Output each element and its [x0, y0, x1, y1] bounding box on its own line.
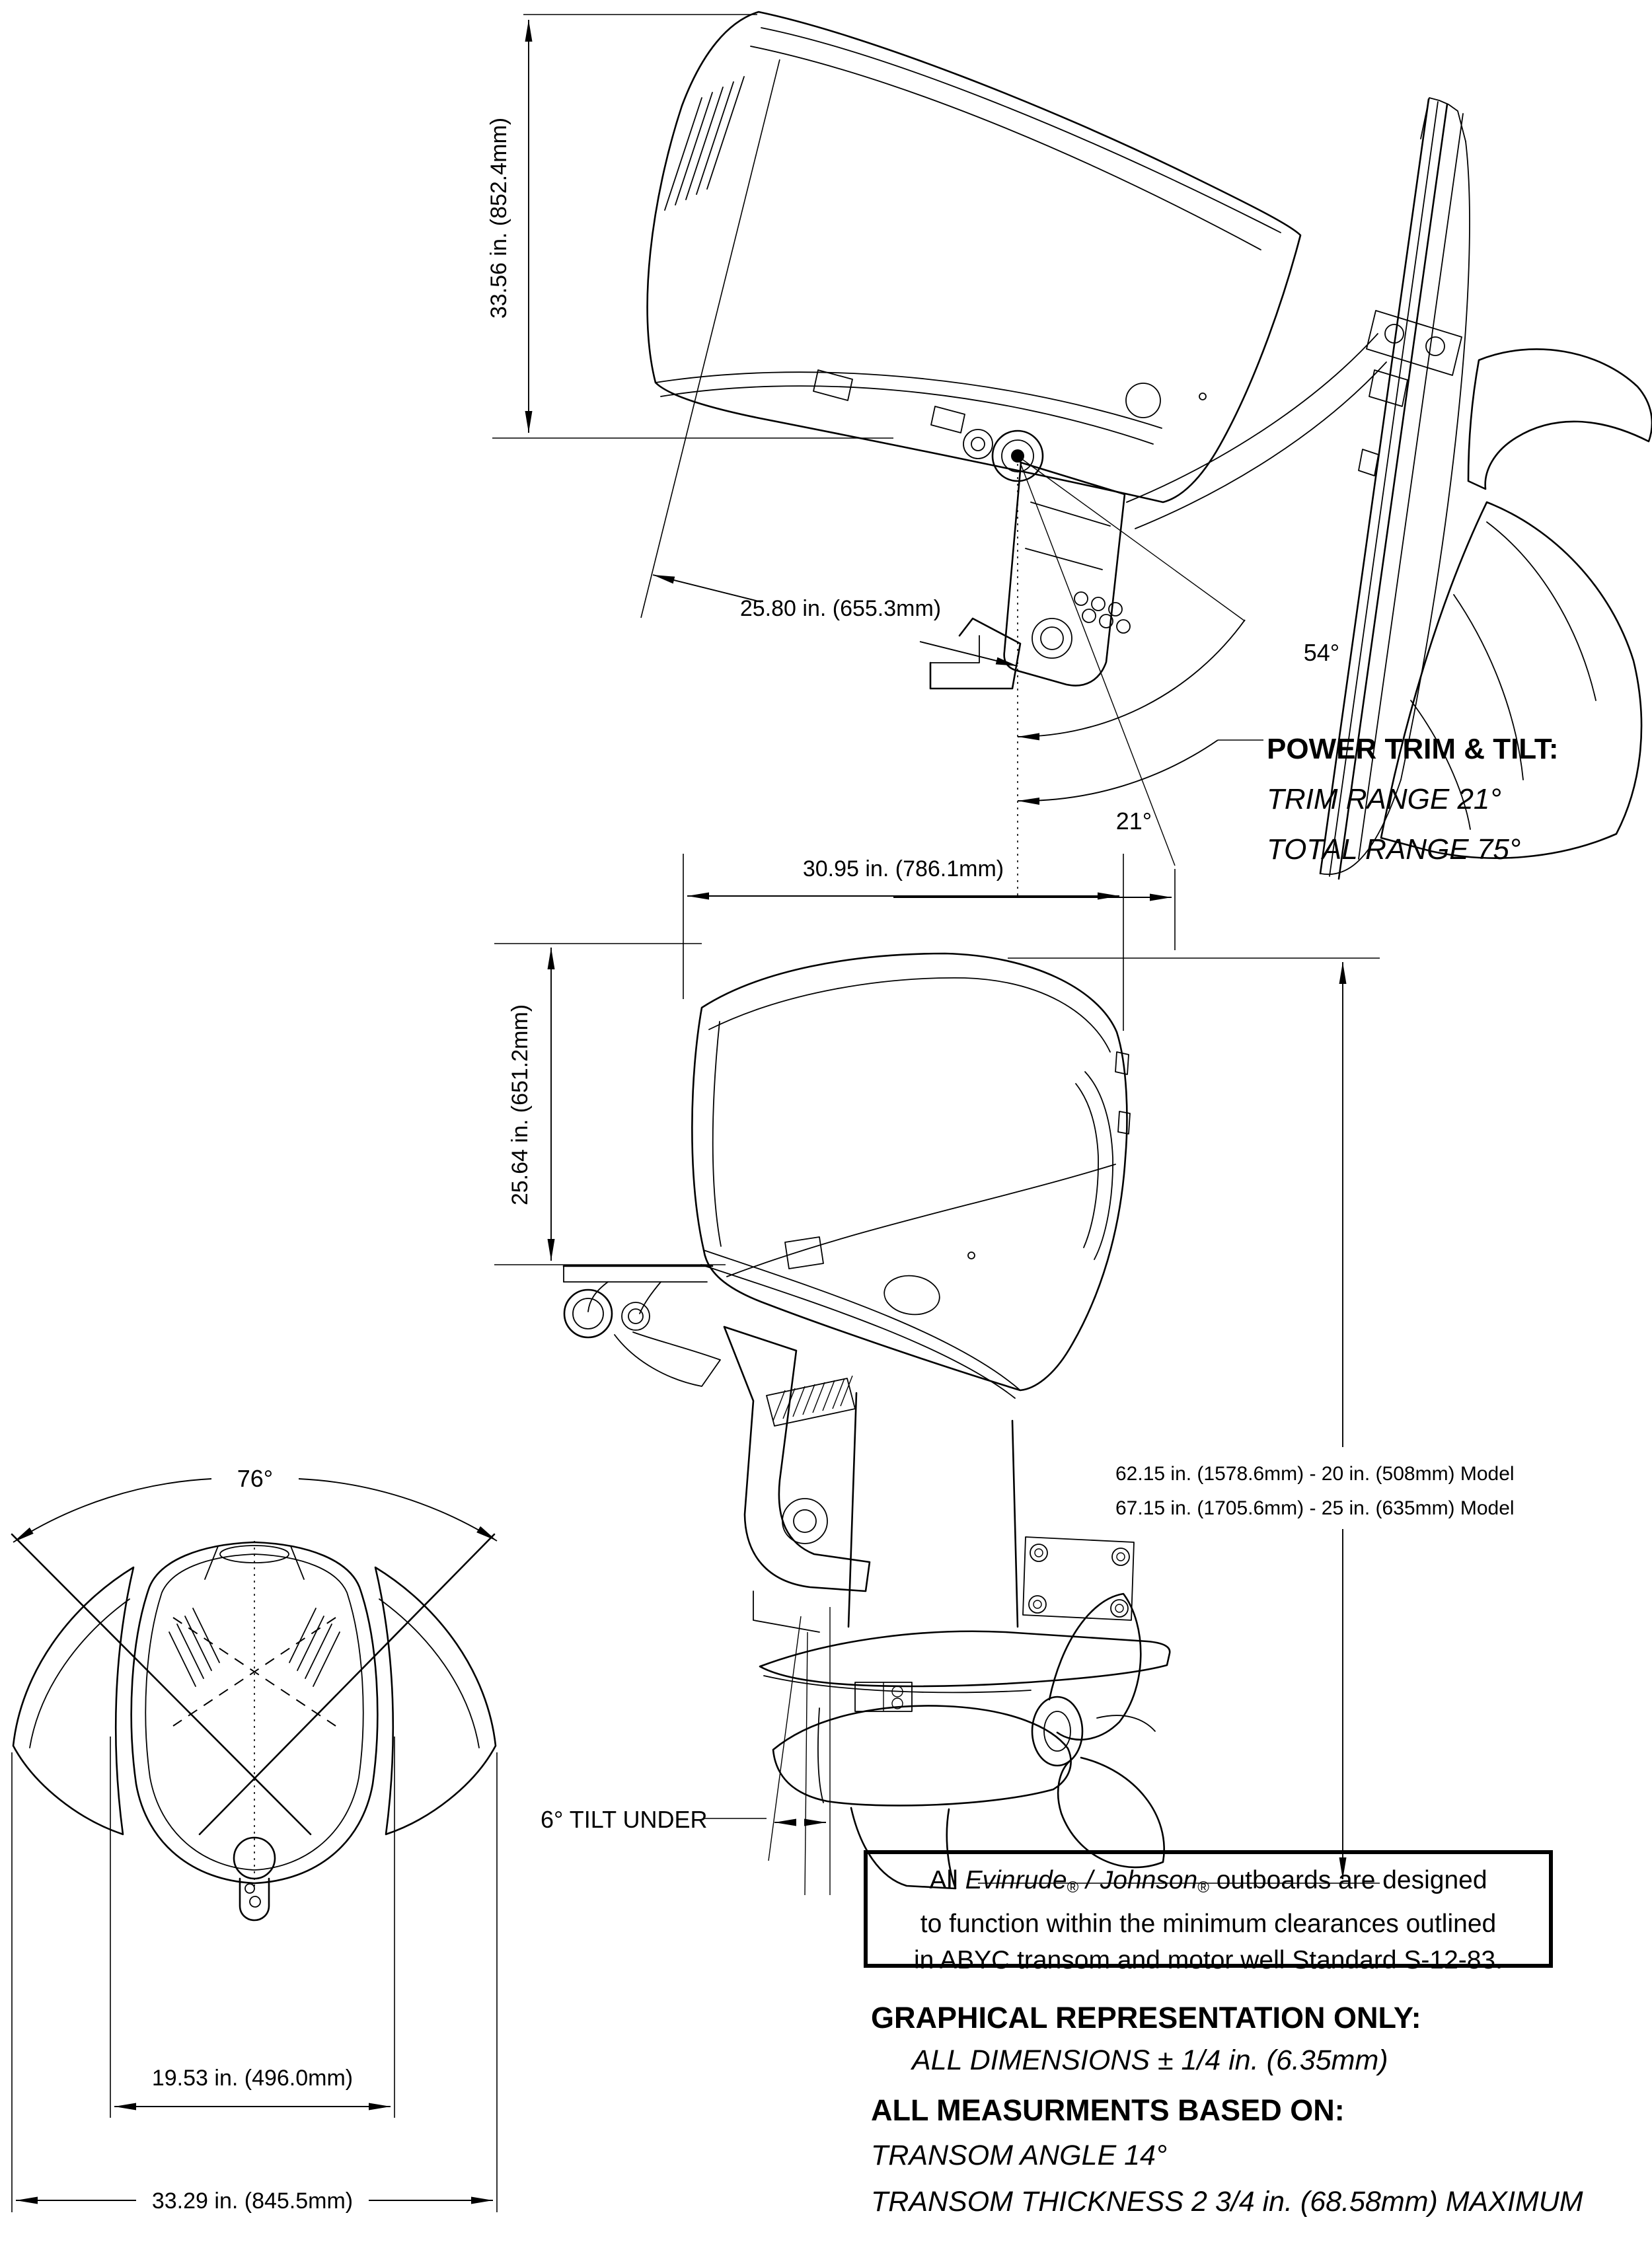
vent-slot [305, 1624, 332, 1678]
brand-johnson: Johnson [1100, 1866, 1198, 1894]
cowl-clip [1118, 1111, 1130, 1134]
hatch [813, 1382, 825, 1413]
mount-bolts [1029, 1544, 1129, 1617]
vent-slot [297, 1616, 324, 1670]
figure-side-view-art [564, 953, 1170, 1895]
arm-lower [615, 1332, 720, 1386]
steer-line-port [12, 1534, 311, 1834]
trim-angle-label: 21° [1115, 807, 1152, 835]
cowl-emblem-circle [1126, 383, 1160, 418]
midsection-rear [1012, 1421, 1018, 1627]
transom-thickness-note: TRANSOM THICKNESS 2 3/4 in. (68.58mm) MAXIMUM [871, 2186, 1583, 2218]
bracket-bolt [1032, 618, 1072, 658]
antiventilation-plate [760, 1631, 1170, 1686]
cowl-latch-detail [813, 370, 852, 400]
arm-link [640, 1282, 661, 1314]
arm [1135, 362, 1386, 529]
tab-hole [245, 1884, 254, 1893]
dim-width-label: 30.95 in. (786.1mm) [802, 856, 1004, 881]
bracket-line [1026, 548, 1102, 570]
bolt-inner [1115, 1604, 1123, 1612]
vent-slot [169, 1632, 196, 1686]
notice-line3: in ABYC transom and motor well Standard S-12-83. [914, 1946, 1503, 1974]
swing-wing-right [375, 1567, 496, 1834]
trim-range-text: TRIM RANGE 21° [1267, 783, 1501, 815]
cowl-top-band [761, 28, 1281, 233]
hatch [823, 1380, 835, 1411]
vent-slot [185, 1616, 211, 1670]
bolt [1111, 1600, 1128, 1617]
dim-cowl-label: 25.64 in. (651.2mm) [507, 1004, 533, 1206]
arm [1127, 334, 1378, 502]
bolt [1029, 1596, 1046, 1613]
cowl-top-band [709, 978, 1110, 1052]
cowl-vent-right-inner [1076, 1084, 1098, 1248]
midsection-front [848, 1393, 856, 1627]
tab-hole [250, 1896, 260, 1907]
cowl-top-band-2 [751, 46, 1261, 250]
steer-arc-right [299, 1479, 497, 1541]
dim-total-label-25: 67.15 in. (1705.6mm) - 25 in. (635mm) Model [1115, 1497, 1515, 1519]
pin [1109, 603, 1122, 616]
all-dimensions-note: ALL DIMENSIONS ± 1/4 in. (6.35mm) [912, 2044, 1388, 2076]
dim-depth-label: 25.80 in. (655.3mm) [739, 596, 942, 621]
reference-vertical-thin [805, 1632, 807, 1895]
trim-reference-line [1018, 456, 1175, 866]
cowl-wedge [291, 1546, 304, 1579]
tilt-reference-line [1018, 456, 1245, 621]
pin [1117, 620, 1130, 633]
bolt-inner [1035, 1549, 1043, 1557]
tilt-under-slant-line [769, 1616, 801, 1861]
brand-evinrude: Evinrude [965, 1866, 1067, 1894]
cowl-bottom-band-2 [701, 1265, 1015, 1398]
steer-arc-left [13, 1479, 211, 1542]
cowl-front-contour [713, 1022, 721, 1246]
motor-well-hull [1381, 349, 1652, 858]
tilt-tube-inner [573, 1298, 603, 1329]
hatch [793, 1386, 805, 1417]
hull-fin [1468, 349, 1652, 489]
steer-angle-label: 76° [237, 1465, 274, 1492]
tilt-angle-label: 54° [1303, 639, 1340, 666]
notice-line1 [929, 1866, 1487, 1894]
tilt-tube [564, 1290, 612, 1337]
cowl-seam-2 [661, 386, 1153, 444]
hatch [803, 1384, 815, 1415]
dim-inner-label: 19.53 in. (496.0mm) [151, 2066, 354, 2091]
cowl-vent-slots [665, 77, 744, 210]
steer-line-starboard [200, 1534, 494, 1834]
pin [1092, 597, 1105, 611]
power-trim-title: POWER TRIM & TILT: [1267, 733, 1559, 765]
figure-tilted-motor-dimensions [486, 15, 1559, 950]
clamp-bolt [1426, 337, 1445, 355]
grip-hatch [773, 1376, 852, 1421]
vent-slot [177, 1624, 204, 1678]
swing-wing-left-inner [30, 1599, 130, 1748]
cowl-seam [727, 1164, 1115, 1277]
total-range-text: TOTAL RANGE 75° [1267, 833, 1521, 866]
transom-back-curve [1401, 141, 1470, 780]
notice-line2: to function within the minimum clearances outlined [920, 1910, 1497, 1938]
notice-text: / [1078, 1866, 1100, 1894]
cowl-dot [968, 1252, 975, 1259]
tilt-pin [963, 430, 993, 459]
cowl-latch-detail-2 [931, 406, 965, 433]
measurements-based-heading: ALL MEASURMENTS BASED ON: [871, 2093, 1345, 2127]
vent-slot [289, 1608, 316, 1663]
dim-outer-label: 33.29 in. (845.5mm) [151, 2188, 354, 2214]
vent-slot [686, 87, 723, 200]
dim-height-label: 33.56 in. (852.4mm) [486, 117, 511, 319]
clamp-foot [753, 1591, 819, 1632]
cowl-seam [656, 372, 1162, 428]
clamp-outline [724, 1327, 870, 1591]
prop-blade-upper [1049, 1594, 1141, 1740]
registered-mark: ® [1067, 1879, 1079, 1896]
pin [1082, 609, 1096, 622]
trim-angle-arc [1018, 740, 1218, 801]
clamp-screw-inner [794, 1510, 816, 1532]
stern-bracket [1004, 463, 1125, 686]
hatch [773, 1390, 785, 1421]
cowl-outline [692, 953, 1127, 1390]
figure-top-view-art [12, 1534, 496, 1920]
steering-boss [622, 1302, 650, 1330]
notice-text: All [929, 1866, 965, 1894]
gearcase-plate-step [930, 636, 979, 663]
cowl-wedge [205, 1546, 218, 1579]
hull-contour [1487, 522, 1596, 700]
bolt-inner [1033, 1600, 1041, 1608]
vent-slot [193, 1608, 219, 1663]
prop-blade-back [1097, 1715, 1155, 1731]
graphical-representation-heading: GRAPHICAL REPRESENTATION ONLY: [871, 2001, 1421, 2035]
dim-total-label-20: 62.15 in. (1578.6mm) - 20 in. (508mm) Model [1115, 1463, 1515, 1485]
transom-angle-note: TRANSOM ANGLE 14° [871, 2140, 1168, 2171]
figure-side-view-dimensions [494, 854, 1556, 1895]
cowl-latch [785, 1237, 823, 1269]
tilt-pin-inner [971, 437, 985, 451]
swing-wing-right-inner [379, 1599, 479, 1748]
tilt-under-label: 6° TILT UNDER [541, 1806, 708, 1833]
bolt [1112, 1548, 1129, 1565]
vent-slot [313, 1632, 340, 1686]
bolt-inner [1117, 1553, 1125, 1561]
notice-text: outboards are designed [1209, 1866, 1487, 1894]
registered-mark: ® [1197, 1879, 1209, 1896]
cowl-emblem [882, 1272, 942, 1318]
cowl-outline [648, 12, 1300, 502]
ext-line-diagonal [641, 59, 780, 618]
transom-fitting [1359, 449, 1378, 476]
bolt [1030, 1544, 1047, 1561]
transom-clamp-bracket [724, 1327, 870, 1632]
swing-wing-left [13, 1567, 133, 1834]
steering-arm [564, 1266, 720, 1386]
cowl-dot [1199, 393, 1206, 400]
clamp-screw [782, 1499, 827, 1544]
abyc-notice-box [864, 1850, 1553, 1974]
hatch [833, 1378, 845, 1409]
tilt-angle-arc [1018, 620, 1245, 737]
prop-hub [1032, 1697, 1082, 1766]
pin [1074, 592, 1088, 605]
bracket-bolt-inner [1041, 627, 1063, 650]
